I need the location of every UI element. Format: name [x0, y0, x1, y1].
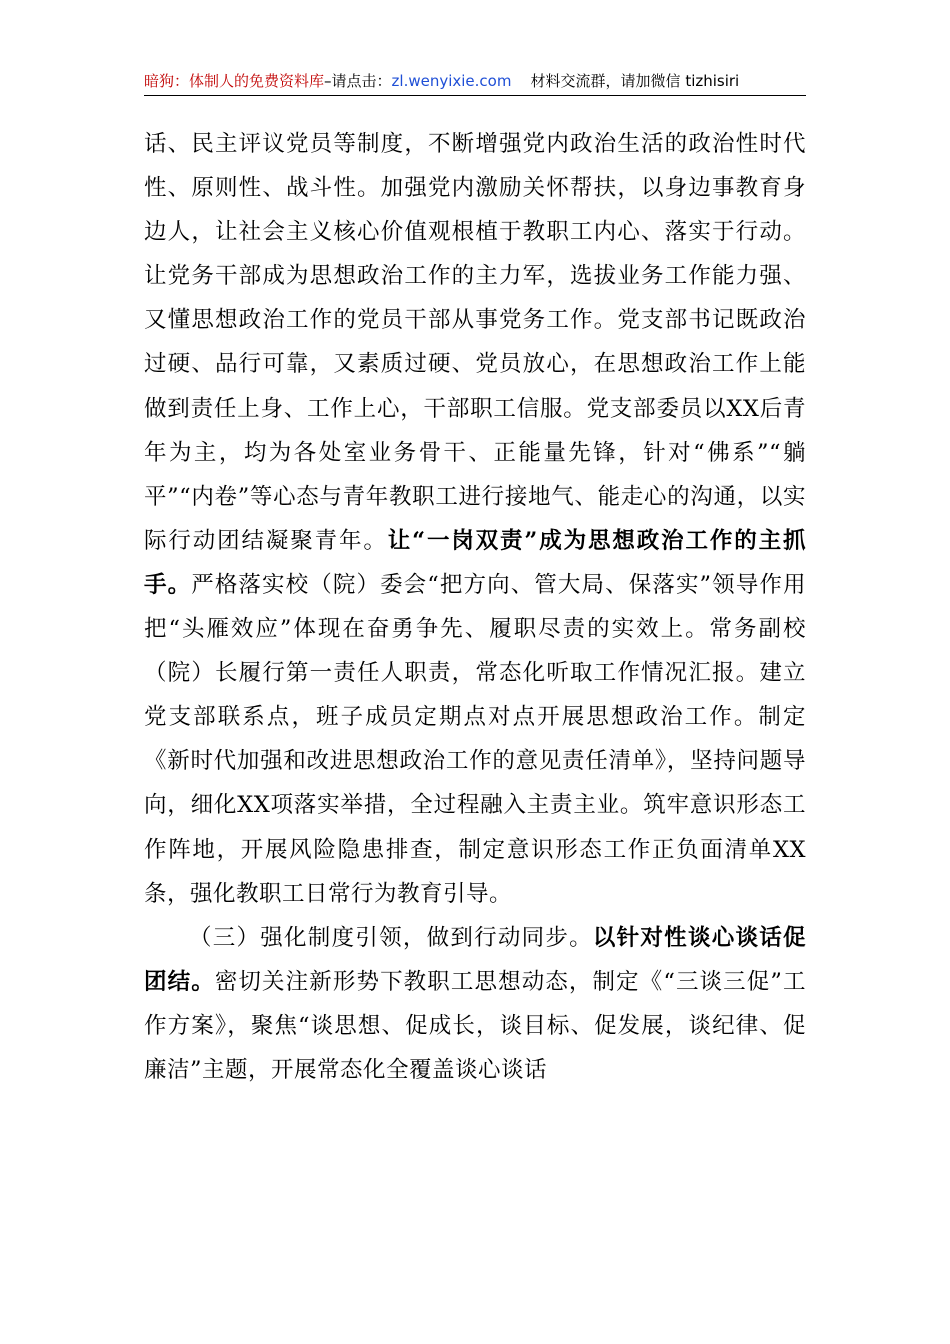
header-contact: 材料交流群，请加微信 tizhisiri [530, 72, 740, 90]
paragraph [144, 916, 806, 1092]
header-divider [144, 95, 806, 96]
header-link[interactable]: zl.wenyixie.com [391, 72, 512, 90]
paragraph-text: 话、民主评议党员等制度，不断增强党内政治生活的政治性时代性、原则性、战斗性。加强党内激励关怀帮扶，以身边事教育身边人，让社会主义核心价值观根植于教职工内心、落实于行动。让党务干部成为思想政治工作的主力军，选拔业务工作能力强、又懂思想政治工作的党员干部从事党务工作。党支部书记既政治过硬、品行可靠，又素质过硬、党员放心，在思想政治工作上能做到责任上身、工作上心，干部职工信服。党支部委员以XX后青年为主，均为各处室业务骨干、正能量先锋，针对“佛系”“躺平”“内卷”等心态与青年教职工进行接地气、能走心的沟通，以实际行动团结凝聚青年。 [144, 131, 806, 554]
paragraph-text: 密切关注新形势下教职工思想动态，制定《“三谈三促”工作方案》，聚焦“谈思想、促成长，谈目标、促发展，谈纪律、促廉洁”主题，开展常态化全覆盖谈心谈话 [144, 968, 806, 1083]
paragraph [144, 122, 806, 916]
header-link-prefix: –请点击： [324, 72, 392, 90]
document-body [144, 122, 806, 1092]
header-brand: 暗狗：体制人的免费资料库 [144, 72, 325, 90]
paragraph-bold-heading: 让“一岗双责”成为思想政治工作的主抓手。 [144, 527, 806, 598]
paragraph-bold-heading: 以针对性谈心谈话促团结。 [144, 924, 806, 995]
section-heading: （三）强化制度引领，做到行动同步。 [189, 924, 593, 951]
document-header [144, 70, 806, 92]
paragraph-text: 严格落实校（院）委会“把方向、管大局、保落实”领导作用把“头雁效应”体现在奋勇争先、履职尽责的实效上。常务副校（院）长履行第一责任人职责，常态化听取工作情况汇报。建立党支部联系点，班子成员定期点对点开展思想政治工作。制定《新时代加强和改进思想政治工作的意见责任清单》，坚持问题导向，细化XX项落实举措，全过程融入主责主业。筑牢意识形态工作阵地，开展风险隐患排查，制定意识形态工作正负面清单XX条，强化教职工日常行为教育引导。 [144, 571, 806, 907]
